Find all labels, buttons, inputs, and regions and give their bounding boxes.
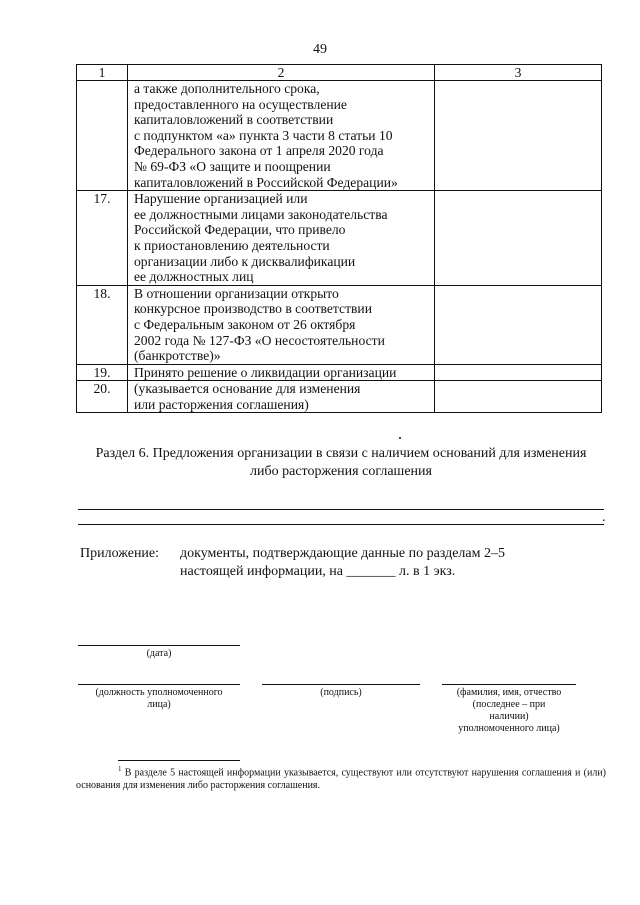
row-line: Нарушение организацией или	[134, 191, 308, 207]
row-description	[128, 285, 435, 364]
appendix-line-2: настоящей информации, на _______ л. в 1 экз.	[180, 564, 456, 579]
row-line: 2002 года № 127-ФЗ «О несостоятельности	[134, 332, 385, 348]
row-value	[435, 81, 602, 191]
row-line: (банкротстве)»	[134, 348, 221, 364]
date-field[interactable]	[78, 645, 240, 646]
row-line: к приостановлению деятельности	[134, 237, 330, 253]
appendix-line-1: документы, подтверждающие данные по разделам 2–5	[180, 546, 505, 561]
section-6-title	[76, 445, 606, 481]
footnote	[76, 763, 606, 792]
table-row	[77, 81, 602, 191]
row-line: Принято решение о ликвидации организации	[134, 364, 397, 380]
row-number: 17.	[77, 191, 128, 286]
position-caption-line-1: (должность уполномоченного	[95, 687, 223, 698]
row-description	[128, 81, 435, 191]
row-line: ее должностными лицами законодательства	[134, 206, 388, 222]
column-header-1: 1	[77, 65, 128, 81]
footnote-separator	[118, 760, 240, 761]
position-caption-line-2: лица)	[147, 699, 171, 710]
row-number: 18.	[77, 285, 128, 364]
row-line: конкурсное производство в соответствии	[134, 301, 372, 317]
scan-speck	[399, 437, 401, 439]
row-description	[128, 364, 435, 381]
table-row	[77, 364, 602, 381]
name-field[interactable]	[442, 684, 576, 685]
row-line: с подпунктом «а» пункта 3 части 8 статьи 10	[134, 127, 393, 143]
row-line: или расторжения соглашения)	[134, 396, 309, 412]
row-description	[128, 191, 435, 286]
proposal-fill-line-1[interactable]	[78, 509, 604, 510]
row-value	[435, 285, 602, 364]
row-line: с Федеральным законом от 26 октября	[134, 316, 356, 332]
name-caption-line-1: (фамилия, имя, отчество	[456, 687, 562, 698]
row-line: ее должностных лиц	[134, 269, 254, 285]
table-row	[77, 285, 602, 364]
row-number: 20.	[77, 381, 128, 413]
row-number: 19.	[77, 364, 128, 381]
name-caption-line-4: уполномоченного лица)	[458, 723, 560, 734]
name-caption-line-3: наличии)	[489, 711, 529, 722]
violations-table	[76, 64, 602, 413]
row-line: капиталовложений в Российской Федерации»	[134, 174, 398, 190]
signature-field[interactable]	[262, 684, 420, 685]
row-line: В отношении организации открыто	[134, 285, 339, 301]
section-title-line-1: Раздел 6. Предложения организации в связи с наличием оснований для изменения	[95, 446, 587, 461]
row-line: предоставленного на осуществление	[134, 96, 347, 112]
table-header-row	[77, 65, 602, 81]
column-header-2: 2	[128, 65, 435, 81]
row-value	[435, 364, 602, 381]
row-line: организации либо к дисквалификации	[134, 253, 356, 269]
section-end-mark: .	[602, 510, 606, 525]
name-caption	[432, 687, 586, 735]
appendix-text	[180, 545, 600, 581]
table-row	[77, 191, 602, 286]
table-row	[77, 381, 602, 413]
row-line: а также дополнительного срока,	[134, 81, 320, 96]
date-caption: (дата)	[146, 648, 172, 659]
footnote-text: В разделе 5 настоящей информации указывается, существуют или отсутствуют нарушения соглашения и (или) основания для изменения либо расторжения соглашения.	[76, 767, 607, 792]
position-caption	[70, 687, 248, 711]
row-value	[435, 381, 602, 413]
row-number	[77, 81, 128, 191]
row-line: капиталовложений в соответствии	[134, 112, 334, 128]
page-number: 49	[313, 42, 327, 57]
row-line: Российской Федерации, что привело	[134, 222, 346, 238]
row-line: Федерального закона от 1 апреля 2020 года	[134, 143, 384, 159]
appendix-label: Приложение:	[80, 546, 160, 561]
row-value	[435, 191, 602, 286]
row-line: № 69-ФЗ «О защите и поощрении	[134, 158, 331, 174]
section-title-line-2: либо расторжения соглашения	[250, 464, 432, 479]
row-line: (указывается основание для изменения	[134, 381, 361, 397]
row-description	[128, 381, 435, 413]
signature-caption: (подпись)	[320, 687, 362, 698]
proposal-fill-line-2[interactable]	[78, 524, 604, 525]
position-field[interactable]	[78, 684, 240, 685]
column-header-3: 3	[435, 65, 602, 81]
name-caption-line-2: (последнее – при	[472, 699, 546, 710]
footnote-marker: 1	[118, 765, 122, 773]
